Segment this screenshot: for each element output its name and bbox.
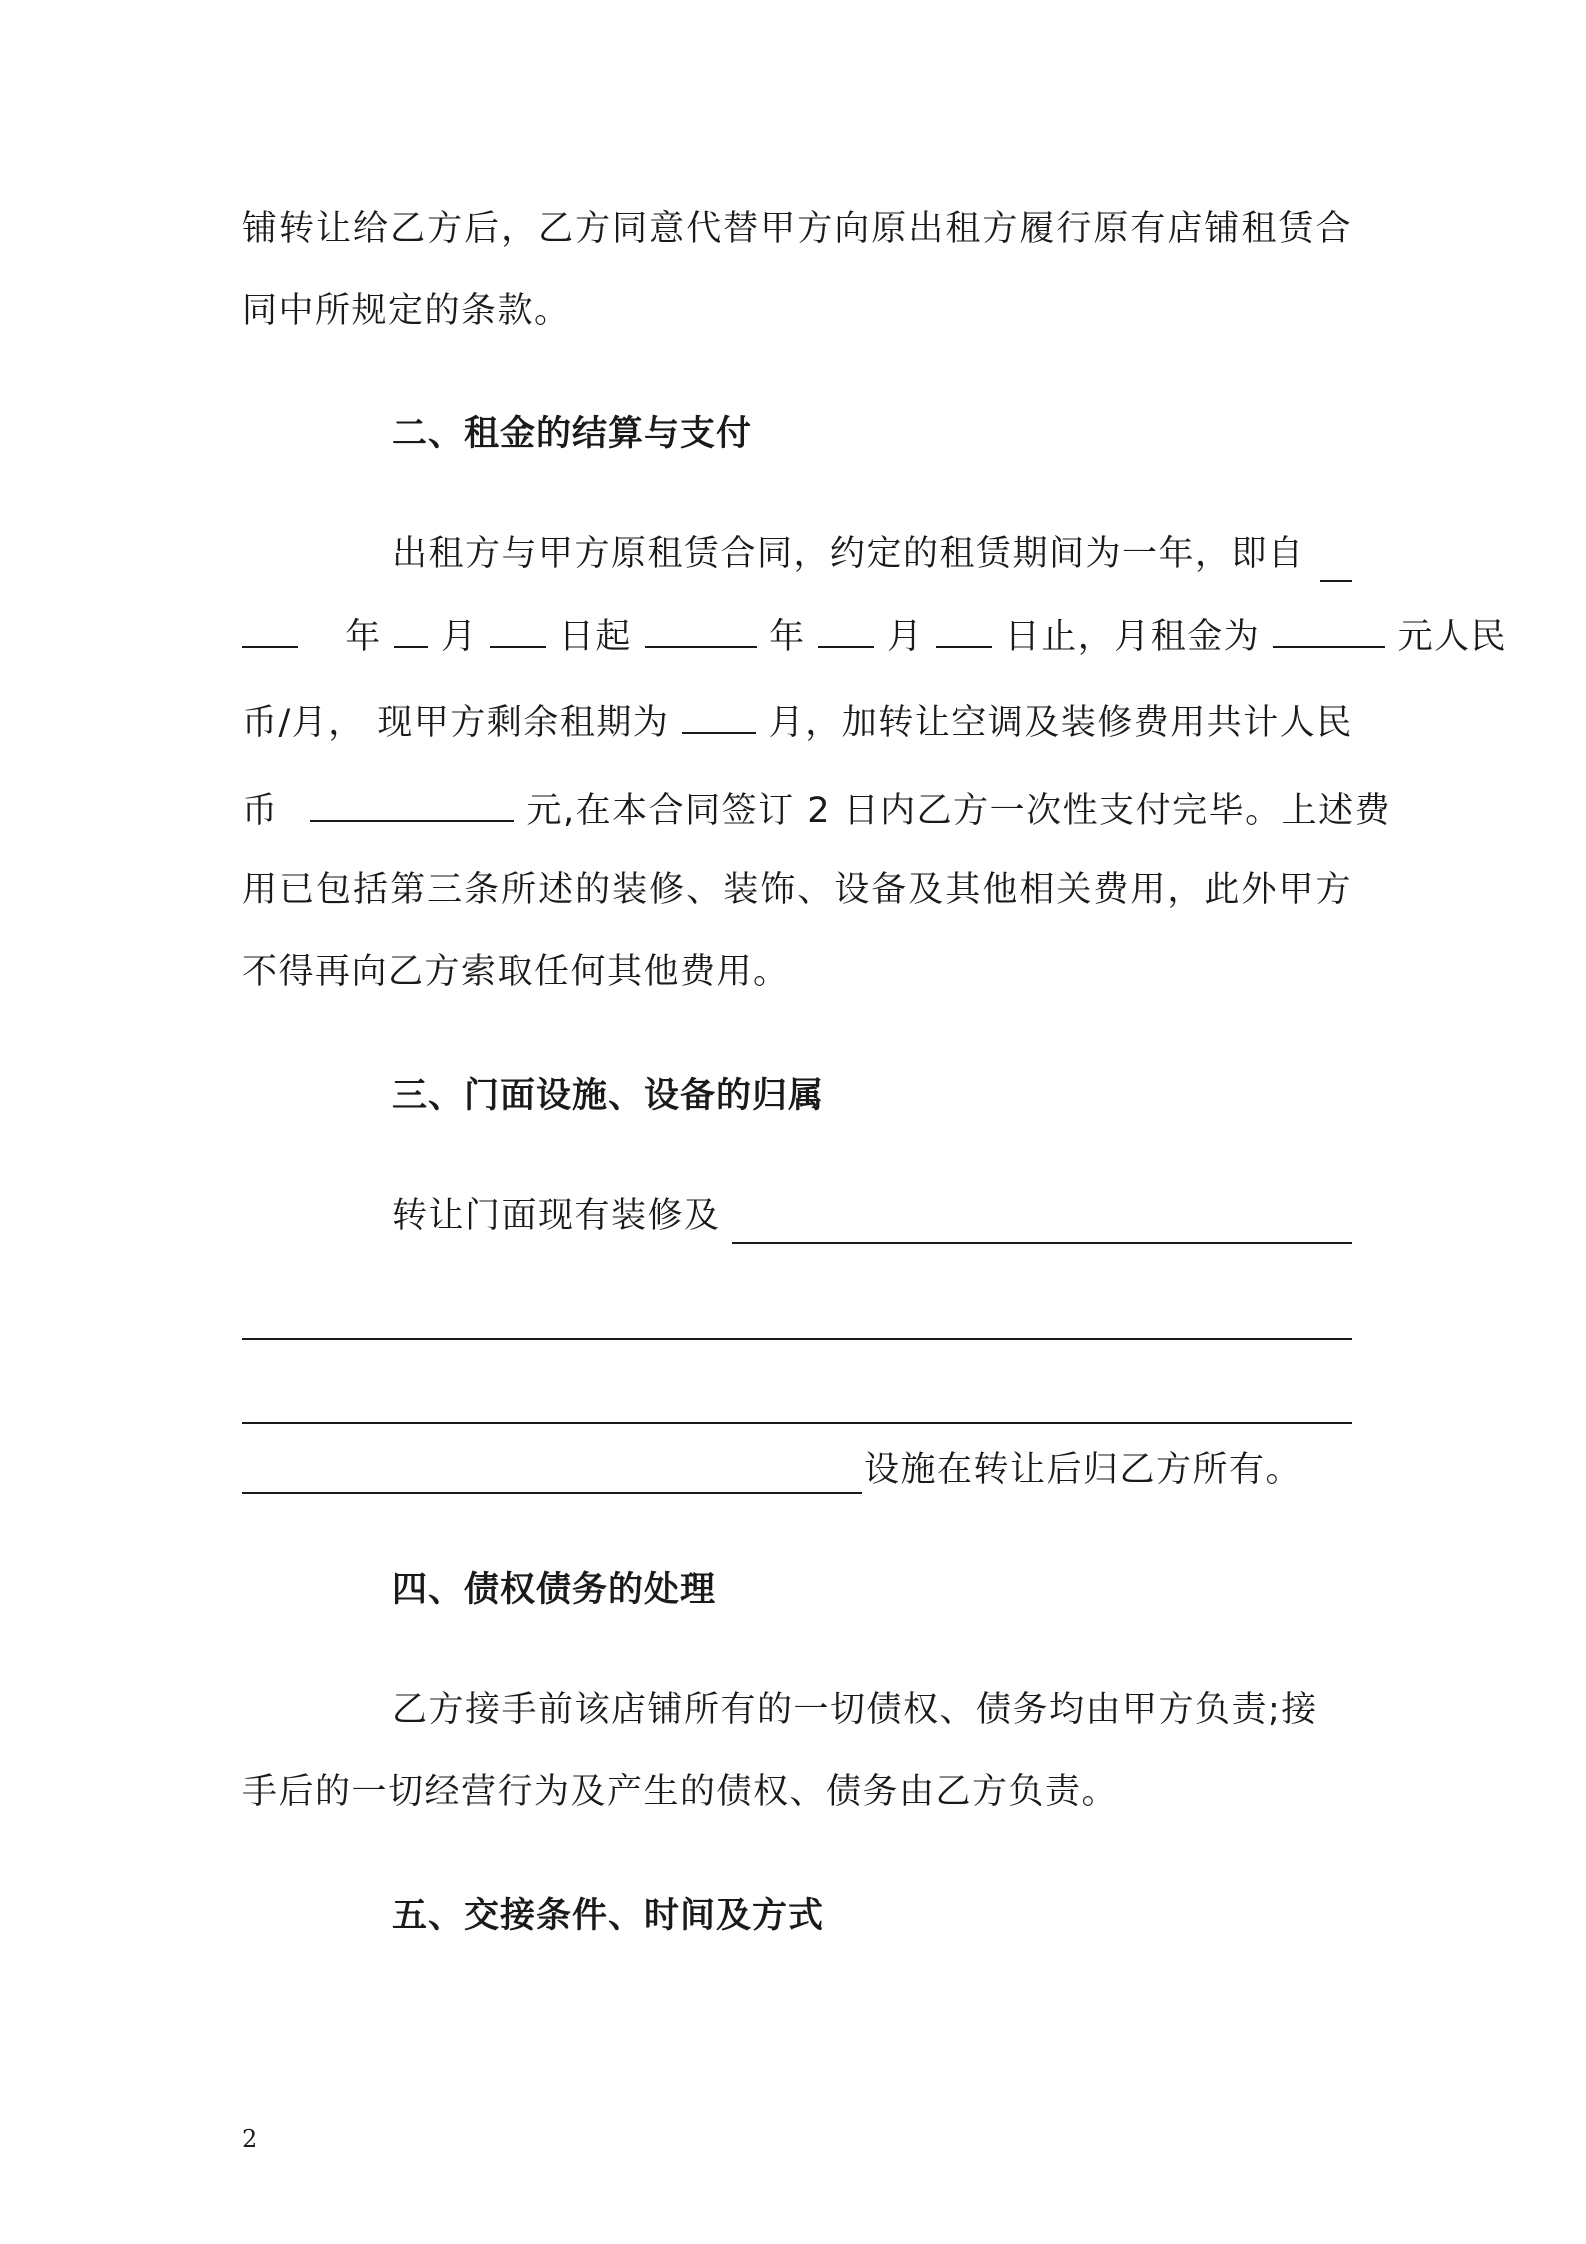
paragraph-line: 同中所规定的条款。 (242, 291, 571, 331)
paragraph-line: 用已包括第三条所述的装修、装饰、设备及其他相关费用，此外甲方 (242, 870, 1352, 910)
blank-underline (394, 612, 428, 648)
paragraph-line (242, 698, 1352, 747)
blank-underline (936, 612, 992, 648)
remaining-term-label: 币/月， 现甲方剩余租期为 (242, 703, 670, 743)
blank-underline (242, 1422, 1352, 1424)
paragraph-line: 转让门面现有装修及 (392, 1196, 721, 1236)
blank-underline (310, 786, 514, 822)
paragraph-line: 手后的一切经营行为及产生的债权、债务由乙方负责。 (242, 1772, 1119, 1812)
section-heading: 四、债权债务的处理 (392, 1570, 717, 1610)
date-day-label: 日起 (558, 617, 632, 657)
paragraph-line: 乙方接手前该店铺所有的一切债权、债务均由甲方负责;接 (392, 1690, 1318, 1730)
paragraph-line: 出租方与甲方原租赁合同，约定的租赁期间为一年，即自 (392, 534, 1305, 574)
payment-terms-label: 元,在本合同签订 2 日内乙方一次性支付完毕。上述费 (526, 791, 1392, 831)
date-month-label: 月 (441, 617, 478, 657)
blank-underline (242, 612, 298, 648)
paragraph-line: 设施在转让后归乙方所有。 (864, 1450, 1303, 1490)
blank-underline (682, 698, 756, 734)
date-month-label: 月 (886, 617, 924, 657)
rent-unit-label: 元人民 (1397, 617, 1508, 657)
paragraph-line (242, 786, 1392, 835)
page-number: 2 (242, 2125, 258, 2153)
section-heading: 二、租金的结算与支付 (392, 414, 753, 454)
date-year-label: 年 (769, 617, 806, 657)
currency-label: 币 (242, 791, 279, 831)
blank-underline (1320, 580, 1352, 582)
transfer-fee-label: 月，加转让空调及装修费用共计人民 (768, 703, 1353, 743)
date-year-label: 年 (345, 617, 382, 657)
date-day-label: 日止，月租金为 (1004, 617, 1261, 657)
paragraph-line (242, 612, 1508, 661)
paragraph-line: 铺转让给乙方后，乙方同意代替甲方向原出租方履行原有店铺租赁合 (242, 209, 1352, 249)
blank-underline (732, 1242, 1352, 1244)
blank-underline (490, 612, 546, 648)
blank-underline (242, 1338, 1352, 1340)
section-heading: 三、门面设施、设备的归属 (392, 1076, 825, 1116)
blank-underline (1273, 612, 1385, 648)
paragraph-line: 不得再向乙方索取任何其他费用。 (242, 952, 790, 992)
blank-underline (818, 612, 874, 648)
blank-underline (242, 1492, 862, 1494)
blank-underline (645, 612, 757, 648)
section-heading: 五、交接条件、时间及方式 (392, 1896, 825, 1936)
